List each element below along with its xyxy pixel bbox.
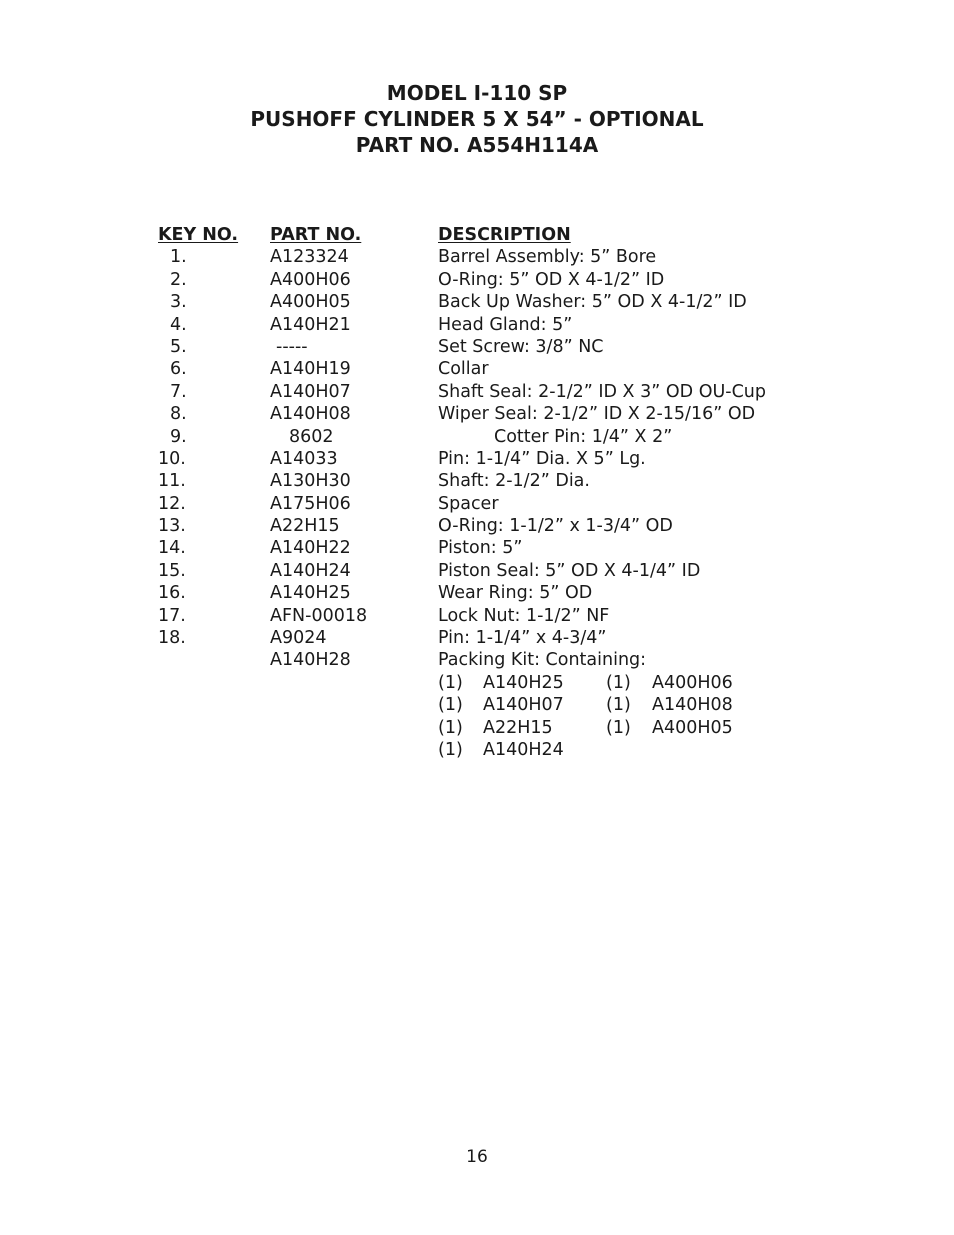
row-description: Shaft Seal: 2-1/2” ID X 3” OD OU-Cup: [438, 381, 767, 402]
table-row: [0, 582, 954, 604]
row-key: 7.: [170, 381, 187, 402]
kit-quantity: (1): [438, 672, 463, 693]
kit-quantity: (1): [606, 717, 631, 738]
row-key: 6.: [170, 359, 187, 380]
table-row: [0, 470, 954, 492]
table-row: [0, 426, 954, 448]
row-description: Collar: [438, 359, 489, 380]
row-key: 11.: [158, 471, 186, 492]
row-key: 16.: [158, 583, 186, 604]
row-key: 1.: [170, 247, 187, 268]
row-key: 4.: [170, 314, 187, 335]
header-key-no: KEY NO.: [158, 225, 239, 245]
row-part: A400H05: [270, 292, 351, 313]
table-row: [0, 381, 954, 403]
page-title: [0, 80, 954, 158]
table-row: [0, 627, 954, 649]
packing-kit-row: [0, 694, 954, 716]
row-part: AFN-00018: [270, 605, 368, 626]
row-part: A140H08: [270, 404, 351, 425]
row-description: Head Gland: 5”: [438, 314, 573, 335]
row-part: A140H24: [270, 560, 351, 581]
packing-kit-row: [0, 717, 954, 739]
row-part: A175H06: [270, 493, 351, 514]
kit-part: A140H07: [483, 695, 564, 716]
table-row: [0, 291, 954, 313]
row-key: 17.: [158, 605, 186, 626]
kit-quantity: (1): [438, 739, 463, 760]
row-description: Cotter Pin: 1/4” X 2”: [494, 426, 673, 447]
kit-quantity: (1): [606, 672, 631, 693]
row-key: 18.: [158, 628, 186, 649]
row-part: A140H21: [270, 314, 351, 335]
table-row: [0, 269, 954, 291]
page-number: 16: [466, 1147, 488, 1167]
packing-kit-row: [0, 739, 954, 761]
row-key: 10.: [158, 448, 186, 469]
kit-part: A400H06: [652, 672, 733, 693]
table-row: [0, 493, 954, 515]
header-part-no: PART NO.: [270, 225, 362, 245]
table-row: [0, 448, 954, 470]
row-part: A400H06: [270, 269, 351, 290]
table-row: [0, 403, 954, 425]
row-key: 3.: [170, 292, 187, 313]
row-key: 9.: [170, 426, 187, 447]
kit-part: A140H25: [483, 672, 564, 693]
row-key: 5.: [170, 336, 187, 357]
row-description: Wiper Seal: 2-1/2” ID X 2-15/16” OD: [438, 404, 756, 425]
row-part: -----: [276, 336, 308, 357]
row-key: 13.: [158, 516, 186, 537]
kit-quantity: (1): [438, 695, 463, 716]
table-row: [0, 537, 954, 559]
row-description: Piston: 5”: [438, 538, 523, 559]
kit-quantity: (1): [606, 695, 631, 716]
row-part: A123324: [270, 247, 349, 268]
row-part: A22H15: [270, 516, 340, 537]
title-part-number: PART NO. A554H114A: [355, 133, 599, 157]
row-description: Wear Ring: 5” OD: [438, 583, 593, 604]
row-description: Back Up Washer: 5” OD X 4-1/2” ID: [438, 292, 747, 313]
kit-part: A400H05: [652, 717, 733, 738]
table-row: [0, 560, 954, 582]
row-description: Barrel Assembly: 5” Bore: [438, 247, 657, 268]
row-key: 8.: [170, 404, 187, 425]
kit-part: A140H08: [652, 695, 733, 716]
row-part: A14033: [270, 448, 338, 469]
kit-quantity: (1): [438, 717, 463, 738]
row-part: 8602: [289, 426, 334, 447]
table-row: [0, 358, 954, 380]
row-part: A140H25: [270, 583, 351, 604]
row-description: O-Ring: 1-1/2” x 1-3/4” OD: [438, 516, 673, 537]
row-description: Lock Nut: 1-1/2” NF: [438, 605, 610, 626]
row-description: O-Ring: 5” OD X 4-1/2” ID: [438, 269, 665, 290]
row-part: A140H22: [270, 538, 351, 559]
parts-list: [0, 224, 954, 761]
table-row: [0, 515, 954, 537]
row-description: Spacer: [438, 493, 499, 514]
row-description: Shaft: 2-1/2” Dia.: [438, 471, 590, 492]
table-row: [0, 605, 954, 627]
header-description: DESCRIPTION: [438, 225, 571, 245]
row-key: 15.: [158, 560, 186, 581]
row-part: A140H19: [270, 359, 351, 380]
packing-kit-row: [0, 672, 954, 694]
row-description: Piston Seal: 5” OD X 4-1/4” ID: [438, 560, 701, 581]
table-row: [0, 336, 954, 358]
row-part: A9024: [270, 628, 327, 649]
kit-part: A22H15: [483, 717, 553, 738]
row-part: A140H28: [270, 650, 351, 671]
title-model: MODEL I-110 SP: [386, 81, 568, 105]
row-description: Pin: 1-1/4” Dia. X 5” Lg.: [438, 448, 646, 469]
kit-part: A140H24: [483, 739, 564, 760]
table-row: [0, 246, 954, 268]
row-description: Set Screw: 3/8” NC: [438, 336, 604, 357]
row-key: 14.: [158, 538, 186, 559]
row-description: Pin: 1-1/4” x 4-3/4”: [438, 628, 607, 649]
row-part: A130H30: [270, 471, 351, 492]
table-row: [0, 314, 954, 336]
row-description: Packing Kit: Containing:: [438, 650, 647, 671]
title-component: PUSHOFF CYLINDER 5 X 54” - OPTIONAL: [250, 107, 704, 131]
row-key: 12.: [158, 493, 186, 514]
parts-list-header: [0, 224, 954, 246]
row-key: 2.: [170, 269, 187, 290]
row-part: A140H07: [270, 381, 351, 402]
table-row: [0, 649, 954, 671]
